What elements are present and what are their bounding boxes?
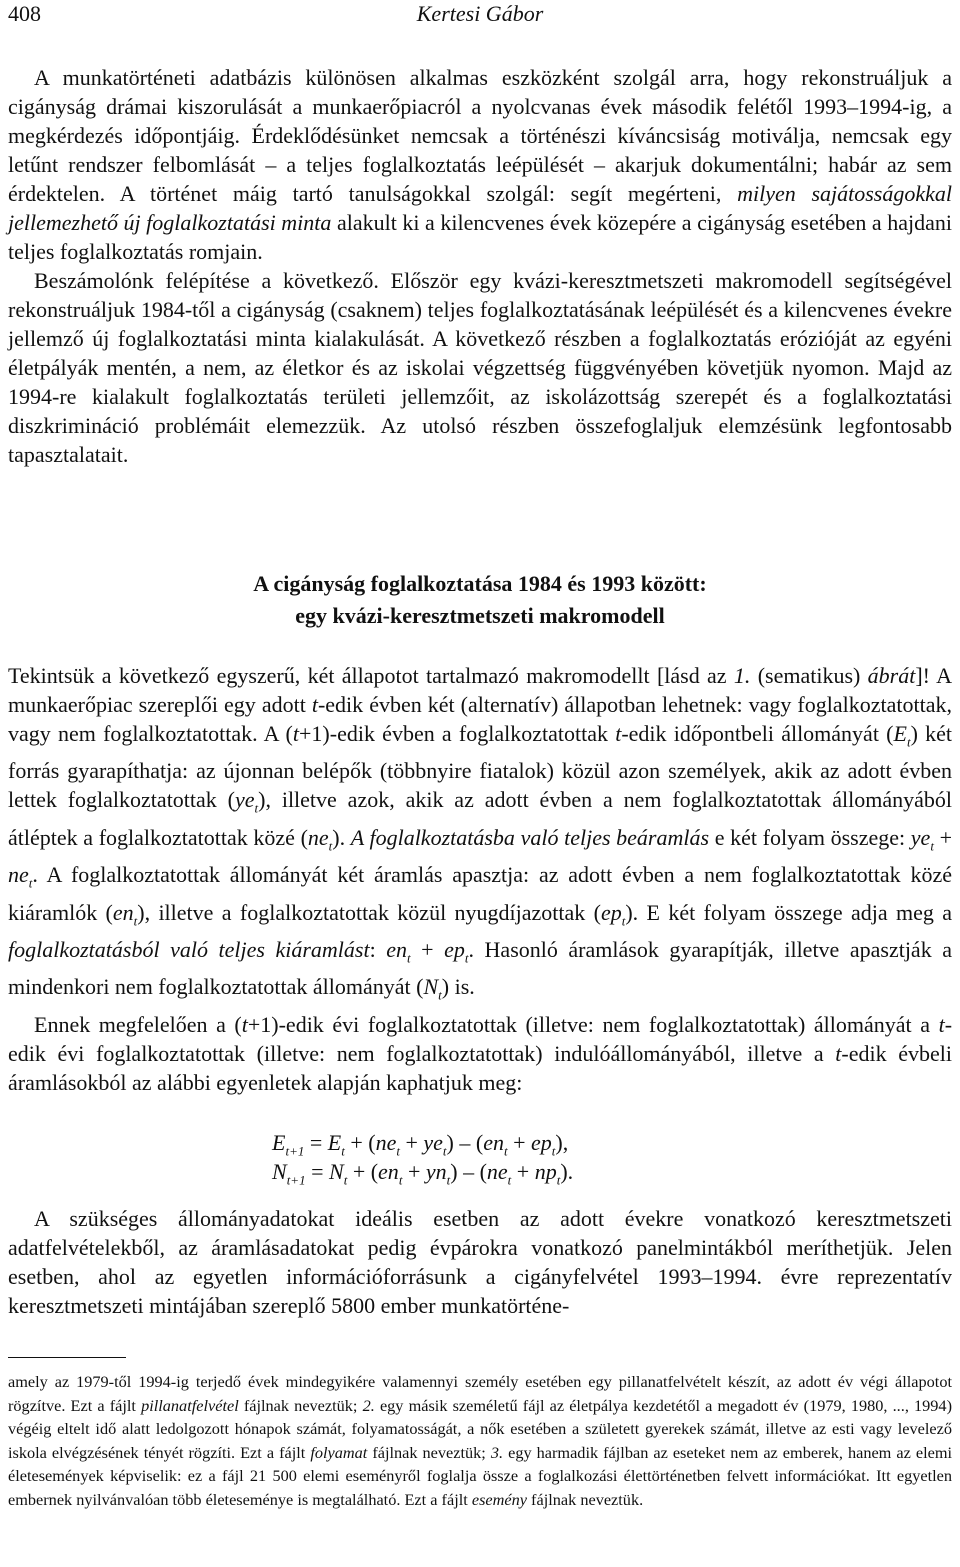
section-title-line-1: A cigányság foglalkoztatása 1984 és 1993 között:: [253, 571, 707, 596]
footnote-rule: [8, 1357, 126, 1358]
footnote-block: [8, 1370, 952, 1511]
equation-nonemployed: $N_{t+1} = N_t + (en_t + yn_t) - (ne_t + np_t)$.: [272, 1159, 574, 1188]
page-number: 408: [8, 1, 41, 26]
intro-block: [8, 63, 952, 469]
paragraph-equations-intro: Ennek megfelelően a (t+1)-edik évi foglalkoztatottak (illetve: nem foglalkoztatottak) állományát a t-edik évi foglalkoztatottak (illetve: nem foglalkoztatottak) indulóállományából, illetve a t-edik évbeli áramlásokból az alábbi egyenletek alapján kaphatjuk meg:: [8, 1011, 953, 1095]
page-header: [8, 0, 952, 28]
section-title: [8, 568, 952, 632]
equation-employed: $E_{t+1} = E_t + (ne_t + ye_t) - (en_t + ep_t)$,: [272, 1130, 569, 1159]
paragraph-data-sources: A szükséges állományadatokat ideális esetben az adott évekre vonatkozó keresztmetszeti adatfelvételekből, az áramlásadatokat pedig évpárokra vonatkozó panelmintákból meríthetjük. Jelen esetben, ahol az egyetlen információforrásunk a cigányfelvétel 1993–1994. évre reprezentatív keresztmetszeti mintájában szereplő 5800 ember munkatörténe-: [8, 1206, 952, 1318]
paragraph-model: Tekintsük a következő egyszerű, két állapotot tartalmazó makromodellt [lásd az 1. (sematikus) ábrát]! A munkaerőpiac szereplői egy adott t-edik évben két (alternatív) állapotban lehetnek: vagy foglalkoztatottak, vagy nem foglalkoztatottak. A (t+1)-edik évben a foglalkoztatottak t-edik időpontbeli állományát $(E_t)$ két forrás gyarapíthatja: az újonnan belépők (többnyire fiatalok) közül azon személyek, akik az adott évben lettek foglalkoztatottak $(ye_t)$, illetve azok, akik az adott évben a nem foglalkoztatottak állományából átléptek a foglalkoztatottak közé $(ne_t)$. A foglalkoztatásba való teljes beáramlás e két folyam összege: $ye_t + ne_t$. A foglalkoztatottak állományát két áramlás apasztja: az adott évben a nem foglalkoztatottak közé kiáramlók $(en_t)$, illetve a foglalkoztatottak közül nyugdíjazottak $(ep_t)$. E két folyam összege adja meg a foglalkoztatásból való teljes kiáramlást: $en_t + ep_t$. Hasonló áramlások gyarapítják, illetve apasztják a mindenkori nem foglalkoztatottak állományát $(N_t)$ is.: [8, 663, 953, 1003]
data-sources-block: [8, 1204, 952, 1320]
paragraph-outline: Beszámolónk felépítése a következő. Először egy kvázi-keresztmetszeti makromodell segítségével rekonstruáljuk 1984-től a cigányság (csaknem) teljes foglalkoztatásának leépülését és a kilencvenes évekre jellemző új foglalkoztatási minta kialakulását. A következő részben a foglalkoztatás erózióját az egyéni életpályák mentén, a nem, az életkor és az iskolai végzettség függvényében követjük nyomon. Majd az 1994-re kialakult foglalkoztatás területi jellemzőit, az iskolázottság szerepét és a foglalkoztatási diszkrimináció problémáit elemezzük. Az utolsó részben összefoglaljuk elemzésünk legfontosabb tapasztalatait.: [8, 268, 952, 467]
section-title-line-2: egy kvázi-keresztmetszeti makromodell: [295, 603, 665, 628]
model-block: [8, 661, 952, 1097]
paragraph-intro: A munkatörténeti adatbázis különösen alkalmas eszközként szolgál arra, hogy rekonstruáljuk a cigányság drámai kiszorulását a munkaerőpiacról a nyolcvanas évek második felétől 1993–1994-ig, a megkérdezés időpontjáig. Érdeklődésünket nemcsak a történészi kíváncsiság motiválja, nemcsak egy letűnt rendszer felbomlását – a teljes foglalkoztatás leépülését – akarjuk dokumentálni; habár az sem érdektelen. A történet máig tartó tanulságokkal szolgál: segít megérteni, milyen sajátosságokkal jellemezhető új foglalkoztatási minta alakult ki a kilencvenes évek közepére a cigányság esetében a hajdani teljes foglalkoztatás romjain.: [8, 65, 952, 264]
running-head: Kertesi Gábor: [416, 1, 544, 26]
footnote-text: amely az 1979-től 1994-ig terjedő évek mindegyikére valamennyi személy esetében egy pillanatfelvételt készít, az adott év végi állapotot rögzítve. Ezt a fájlt pillanatfelvétel fájlnak neveztük; 2. egy másik személetű fájl az életpálya kezdetétől a megadott év (1979, 1980, ..., 1994) végéig eltelt idő alatt ledolgozott hónapok számát, folyamatosságát, a nők esetében a született gyerekek számát, illetve az esti vagy levelező iskola elvégzésének tényét rögzíti. Ezt a fájlt folyamat fájlnak neveztük; 3. egy harmadik fájlban az eseteket nem az emberek, hanem az elemi életesemények képviselik: ez a fájl 21 500 elemi eseményről foglalja össze a foglalkozási élettörténetben felvett információkat. Itt egyetlen embernek nyilvánvalóan több életeseménye is megtalálható. Ezt a fájlt esemény fájlnak neveztük.: [8, 1372, 953, 1509]
